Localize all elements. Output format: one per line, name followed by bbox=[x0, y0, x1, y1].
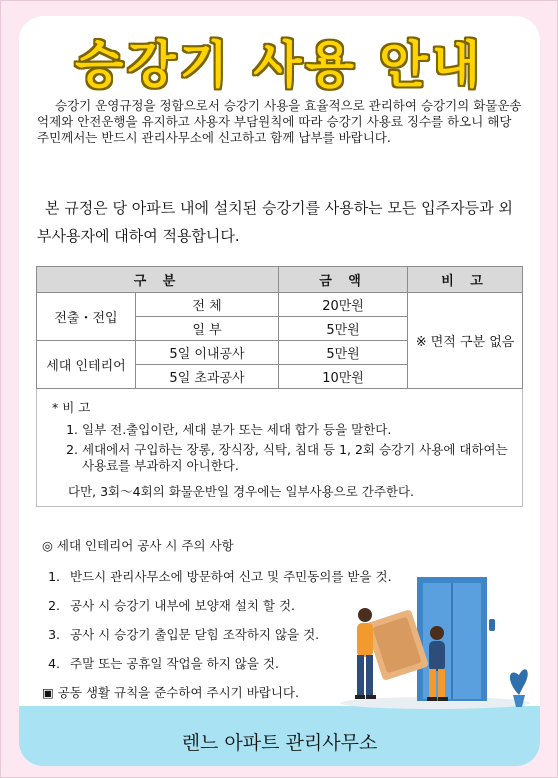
list-item: 1. 반드시 관리사무소에 방문하여 신고 및 주민동의를 받을 것. bbox=[64, 567, 442, 585]
sub-label: 5일 초과공사 bbox=[136, 365, 279, 389]
list-item: 2. 공사 시 승강기 내부에 보양재 설치 할 것. bbox=[64, 596, 442, 614]
sub-label: 전 체 bbox=[136, 293, 279, 317]
group-label-move: 전출・전입 bbox=[37, 293, 136, 341]
list-item: 2. 세대에서 구입하는 장롱, 장식장, 식탁, 침대 등 1, 2회 승강기 사용에 대하여는 사용료를 부과하지 아니한다. bbox=[82, 442, 522, 474]
sub-label: 일 부 bbox=[136, 317, 279, 341]
table-row bbox=[37, 293, 523, 317]
sub-label: 5일 이내공사 bbox=[136, 341, 279, 365]
closing-note: ▣ 공동 생활 규칙을 준수하여 주시기 바랍니다. bbox=[42, 685, 299, 700]
notes-section bbox=[52, 400, 522, 500]
fee-table bbox=[36, 266, 523, 389]
caution-heading: ◎ 세대 인테리어 공사 시 주의 사항 bbox=[42, 538, 234, 553]
movers-elevator-illustration bbox=[335, 575, 535, 710]
footer-office-name: 렌느 아파트 관리사무소 bbox=[181, 732, 378, 754]
header-remark: 비 고 bbox=[408, 267, 523, 293]
scope-paragraph: 본 규정은 당 아파트 내에 설치된 승강기를 사용하는 모든 입주자등과 외부사용자에 대하여 적용합니다. bbox=[37, 199, 513, 245]
notes-heading: * 비 고 bbox=[52, 400, 91, 415]
notes-extra: 다만, 3회～4회의 화물운반일 경우에는 일부사용으로 간주한다. bbox=[68, 484, 415, 499]
table-header-row bbox=[37, 267, 523, 293]
amount-cell: 20만원 bbox=[279, 293, 408, 317]
amount-cell: 5만원 bbox=[279, 341, 408, 365]
remark-cell: ※ 면적 구분 없음 bbox=[408, 293, 523, 389]
header-category: 구 분 bbox=[37, 267, 279, 293]
list-item: 3. 공사 시 승강기 출입문 닫힘 조작하지 않을 것. bbox=[64, 625, 442, 643]
amount-cell: 10만원 bbox=[279, 365, 408, 389]
amount-cell: 5만원 bbox=[279, 317, 408, 341]
list-item: 1. 일부 전.출입이란, 세대 분가 또는 세대 합가 등을 말한다. bbox=[82, 422, 522, 438]
page-title: 승강기 사용 안내 bbox=[75, 36, 484, 94]
header-amount: 금 액 bbox=[279, 267, 408, 293]
group-label-interior: 세대 인테리어 bbox=[37, 341, 136, 389]
list-item: 4. 주말 또는 공휴일 작업을 하지 않을 것. bbox=[64, 654, 442, 672]
intro-paragraph: 승강기 운영규정을 정함으로서 승강기 사용을 효율적으로 관리하여 승강기의 화물운송 억제와 안전운행을 유지하고 사용자 부담원칙에 따라 승강기 사용료 징수를 하오니 해당 주민께서는 반드시 관리사무소에 신고하고 함께 납부를 바랍니다. bbox=[37, 98, 522, 145]
